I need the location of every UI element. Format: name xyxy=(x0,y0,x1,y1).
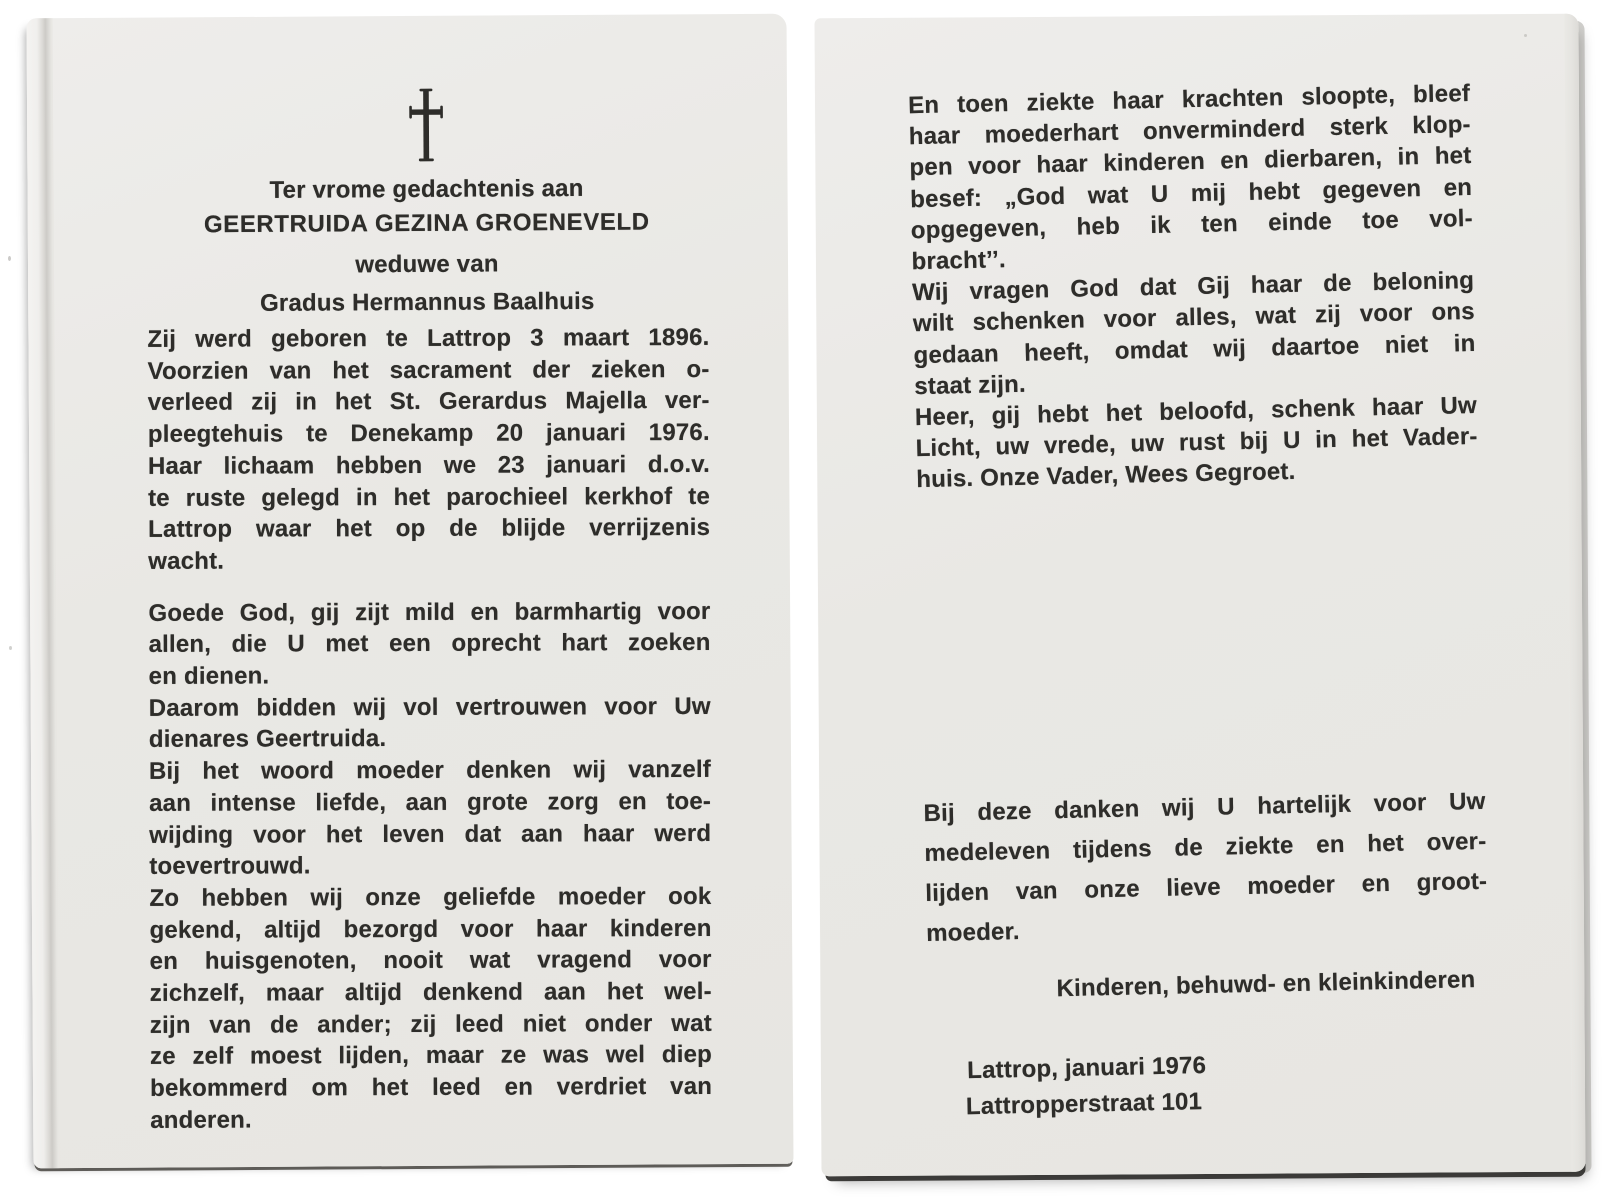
cross-icon xyxy=(87,86,765,164)
address-line: Lattropperstraat 101 xyxy=(965,1088,1203,1121)
memorial-card-right-page xyxy=(814,14,1585,1177)
scan-speck xyxy=(1524,34,1527,37)
scan-speck xyxy=(9,646,12,650)
text-line: pen voor haar kinderen en dierbaren, in het xyxy=(909,142,1472,182)
paragraph xyxy=(149,754,711,883)
text-line: Daarom bidden wij vol vertrouwen voor Uw xyxy=(148,692,711,722)
text-line: verleed zij in het St. Gerardus Majella ver- xyxy=(147,387,710,417)
text-line: Wij vragen God dat Gij haar de beloning xyxy=(911,267,1475,307)
paragraph xyxy=(149,881,712,1137)
text-line: Lattrop waar het op de blijde verrijzenis xyxy=(148,514,711,544)
text-line: te ruste gelegd in het parochieel kerkhof te xyxy=(147,482,711,512)
text-line: gekend, altijd bezorgd voor haar kinderen xyxy=(149,914,712,944)
paragraph xyxy=(148,596,710,693)
paragraph xyxy=(149,691,711,756)
text-line: zichzelf, maar altijd denkend aan het wel- xyxy=(149,977,712,1007)
text-line: Bij deze danken wij U hartelijk voor Uw xyxy=(923,787,1486,828)
text-line: bekommerd om het leed en verdriet van xyxy=(150,1073,713,1103)
text-line: bracht’’. xyxy=(911,246,1007,276)
text-line: pleegtehuis te Denekamp 20 januari 1976. xyxy=(147,419,710,448)
text-line: en huisgenoten, nooit wat vragend voor xyxy=(149,946,712,976)
spouse-name: Gradus Hermannus Baalhuis xyxy=(259,287,595,317)
text-line: aan intense liefde, aan grote zorg en toe- xyxy=(149,787,712,817)
text-line: huis. Onze Vader, Wees Gegroet. xyxy=(916,458,1296,494)
text-line: wijding voor het leven dat aan haar werd xyxy=(149,819,712,849)
text-line: besef: „God wat U mij hebt gegeven en xyxy=(909,173,1473,213)
dedication-line: Ter vrome gedachtenis aan xyxy=(269,174,584,204)
text-line: moeder. xyxy=(925,918,1020,948)
paragraph xyxy=(915,390,1479,496)
text-line: lijden van onze lieve moeder en groot- xyxy=(925,867,1488,908)
text-line: En toen ziekte haar krachten sloopte, bleef xyxy=(907,79,1471,120)
thanks-text xyxy=(923,782,1488,954)
text-line: Bij het woord moeder denken wij vanzelf xyxy=(148,756,712,786)
signature-line: Kinderen, behuwd- en kleinkinderen xyxy=(1056,966,1476,1003)
text-line: Haar lichaam hebben we 23 januari d.o.v. xyxy=(147,450,710,480)
text-line: anderen. xyxy=(150,1106,252,1134)
paragraph xyxy=(147,322,710,578)
text-line: Goede God, gij zijt mild en barmhartig voor xyxy=(148,597,711,627)
card-header xyxy=(86,14,764,317)
text-line: haar moederhart onverminderd sterk klop- xyxy=(908,111,1472,151)
text-line: zijn van de ander; zij leed niet onder wat xyxy=(149,1009,712,1039)
relation-line: weduwe van xyxy=(355,250,499,279)
text-line: medeleven tijdens de ziekte en het over- xyxy=(924,827,1487,868)
text-line: toevertrouwd. xyxy=(149,852,311,881)
prayer-text xyxy=(908,78,1479,496)
text-line: en dienen. xyxy=(148,662,270,690)
text-line: wacht. xyxy=(148,547,225,575)
right-page-text xyxy=(906,10,1493,1180)
memorial-card-left-page xyxy=(26,14,793,1169)
text-line: dienares Geertruida. xyxy=(148,725,387,754)
paragraph xyxy=(908,78,1474,277)
obituary-text xyxy=(147,322,712,1137)
text-line: opgegeven, heb ik ten einde toe vol- xyxy=(910,204,1474,245)
text-line: Heer, gij hebt het beloofd, schenk haar Uw xyxy=(914,391,1478,432)
text-line: Licht, uw vrede, uw rust bij U in het Vader- xyxy=(915,423,1478,463)
text-line: staat zijn. xyxy=(913,370,1027,400)
paragraph xyxy=(912,265,1477,402)
deceased-name: GEERTRUIDA GEZINA GROENEVELD xyxy=(203,208,650,239)
text-line: Zo hebben wij onze geliefde moeder ook xyxy=(149,882,712,912)
text-line: allen, die U met een oprecht hart zoeken xyxy=(148,629,711,659)
scan-speck xyxy=(8,256,11,261)
text-line: wilt schenken voor alles, wat zij voor ons xyxy=(912,298,1476,338)
text-line: Voorzien van het sacrament der zieken o- xyxy=(147,355,710,385)
paragraph xyxy=(923,782,1488,954)
place-date-line: Lattrop, januari 1976 xyxy=(966,1051,1207,1085)
text-line: gedaan heeft, omdat wij daartoe niet in xyxy=(913,329,1476,369)
text-line: ze zelf moest lijden, maar ze was wel diep xyxy=(149,1041,713,1071)
text-line: Zij werd geboren te Lattrop 3 maart 1896. xyxy=(147,323,710,353)
